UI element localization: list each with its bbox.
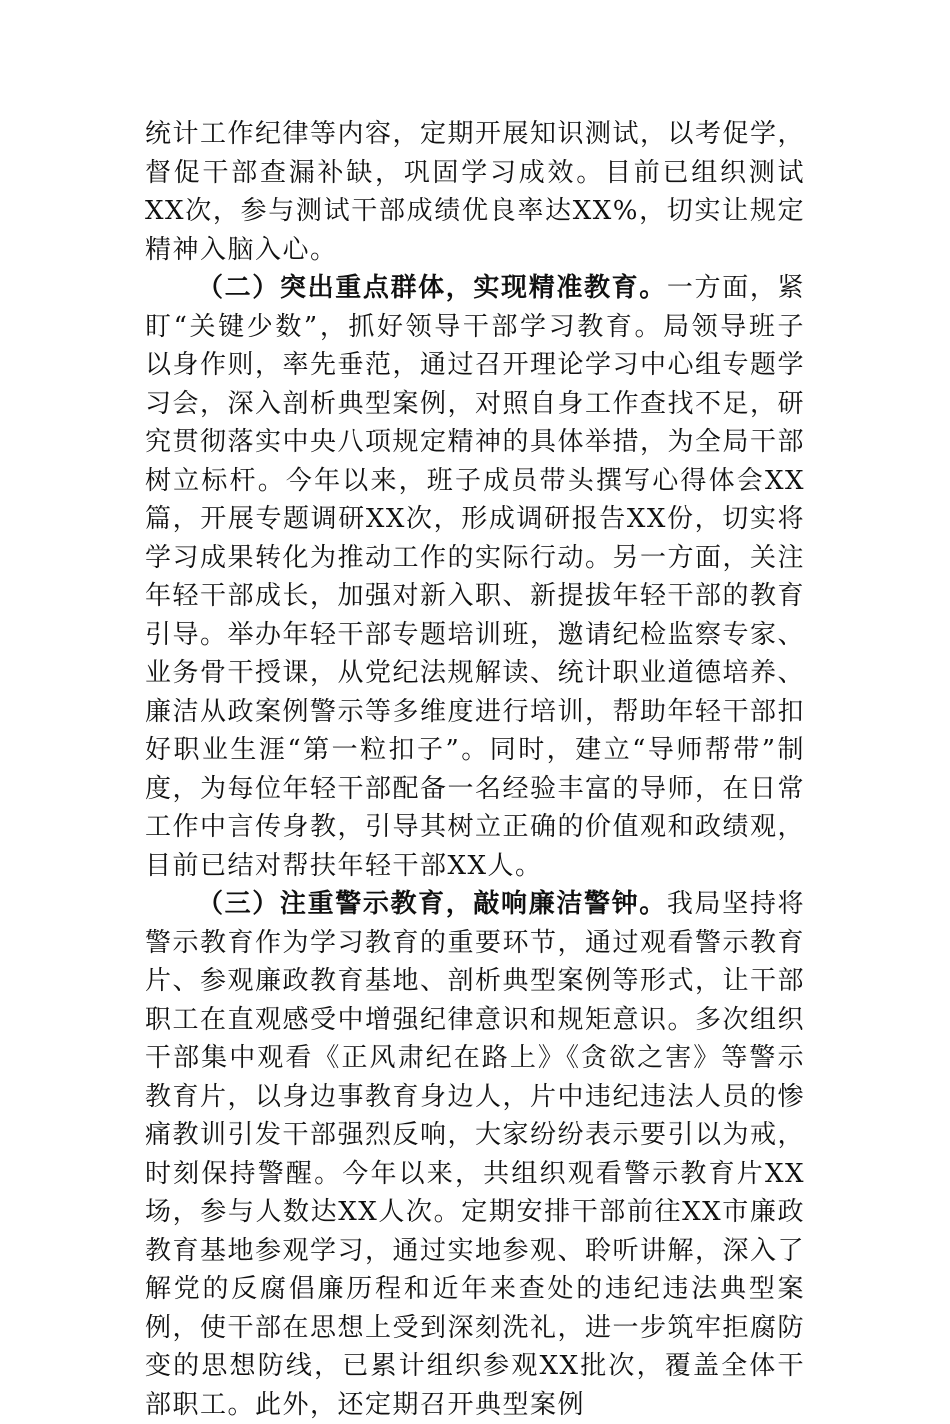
paragraph-section-3: [145, 885, 805, 1424]
paragraph-1-text: 统计工作纪律等内容，定期开展知识测试，以考促学，督促干部查漏补缺，巩固学习成效。目前已组织测试XX次，参与测试干部成绩优良率达XX%，切实让规定精神入脑入心。: [145, 119, 806, 265]
document-page: [145, 115, 805, 1424]
paragraph-3-text: 我局坚持将警示教育作为学习教育的重要环节，通过观看警示教育片、参观廉政教育基地、剖析典型案例等形式，让干部职工在直观感受中增强纪律意识和规矩意识。多次组织干部集中观看《正风肃纪在路上》《贪欲之害》等警示教育片，以身边事教育身边人，片中违纪违法人员的惨痛教训引发干部强烈反响，大家纷纷表示要引以为戒，时刻保持警醒。今年以来，共组织观看警示教育片XX场，参与人数达XX人次。定期安排干部前往XX市廉政教育基地参观学习，通过实地参观、聆听讲解，深入了解党的反腐倡廉历程和近年来查处的违纪违法典型案例，使干部在思想上受到深刻洗礼，进一步筑牢拒腐防变的思想防线，已累计组织参观XX批次，覆盖全体干部职工。此外，还定期召开典型案例: [145, 889, 806, 1420]
section-3-heading: （三）注重警示教育，敲响廉洁警钟。: [197, 889, 667, 919]
paragraph-section-2: [145, 269, 805, 885]
section-2-heading: （二）突出重点群体，实现精准教育。: [197, 273, 667, 303]
paragraph-2-text: 一方面，紧盯“关键少数”，抓好领导干部学习教育。局领导班子以身作则，率先垂范，通过召开理论学习中心组专题学习会，深入剖析典型案例，对照自身工作查找不足，研究贯彻落实中央八项规定精神的具体举措，为全局干部树立标杆。今年以来，班子成员带头撰写心得体会XX篇，开展专题调研XX次，形成调研报告XX份，切实将学习成果转化为推动工作的实际行动。另一方面，关注年轻干部成长，加强对新入职、新提拔年轻干部的教育引导。举办年轻干部专题培训班，邀请纪检监察专家、业务骨干授课，从党纪法规解读、统计职业道德培养、廉洁从政案例警示等多维度进行培训，帮助年轻干部扣好职业生涯“第一粒扣子”。同时，建立“导师帮带”制度，为每位年轻干部配备一名经验丰富的导师，在日常工作中言传身教，引导其树立正确的价值观和政绩观，目前已结对帮扶年轻干部XX人。: [145, 273, 806, 881]
paragraph-continued: [145, 115, 805, 269]
